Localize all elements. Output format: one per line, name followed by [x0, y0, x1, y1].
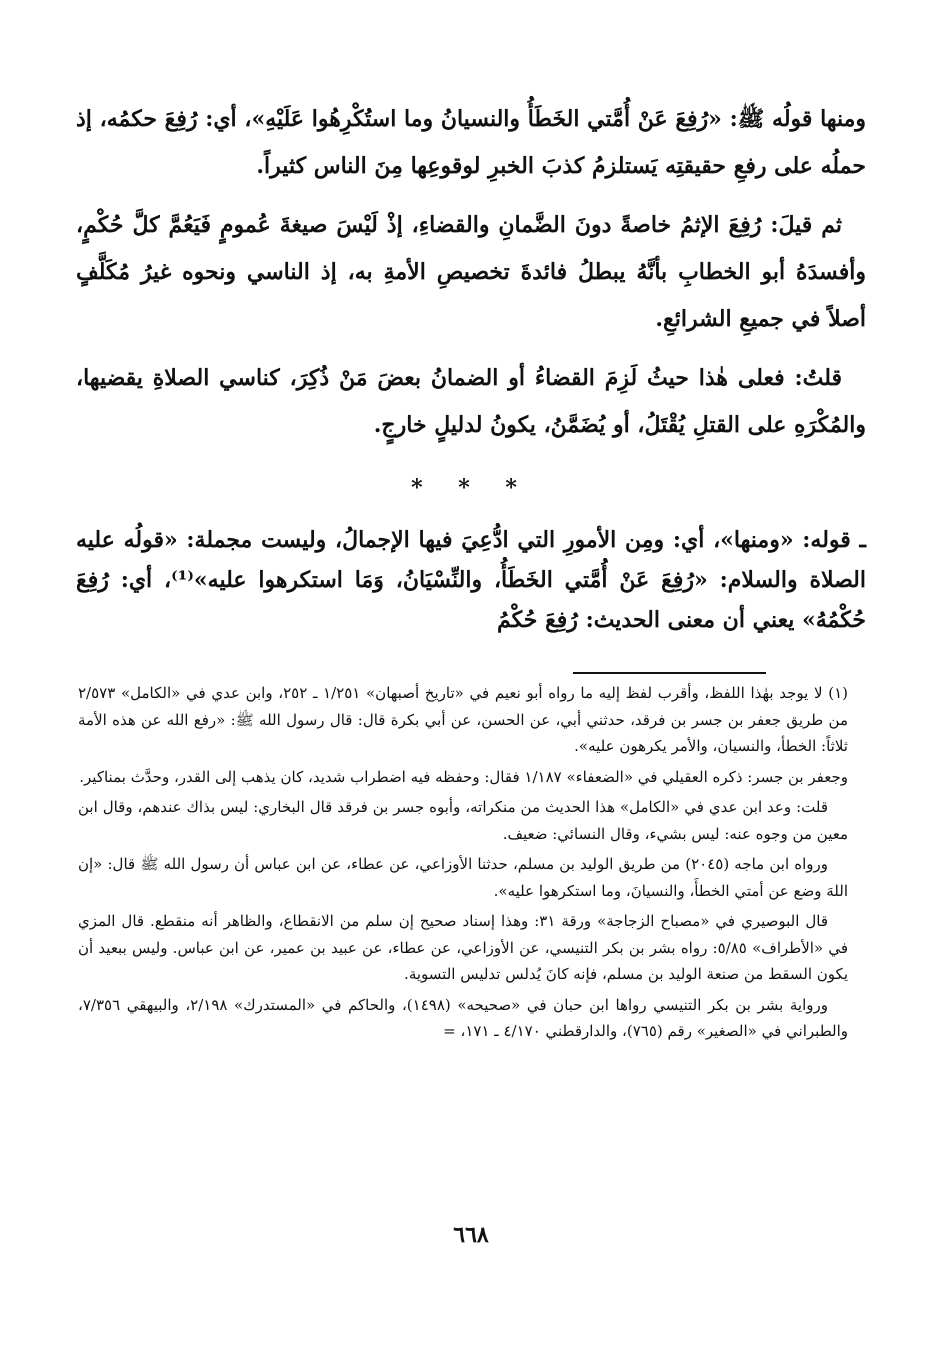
footnote-paragraph-4: ورواه ابن ماجه (٢٠٤٥) من طريق الوليد بن مسلم، حدثنا الأوزاعي، عن عطاء، عن ابن عباس أن رسول الله ﷺ قال: «إن اللهَ وضع عن أمتي الخطأَ، والنسيانَ، وما استكرهوا عليه». [78, 855, 848, 900]
main-paragraph-1: ومنها قولُه ﷺ: «رُفِعَ عَنْ أُمَّتي الخَطَأُ والنسيانُ وما استُكْرِهُوا عَلَيْهِ»، أي: رُفِعَ حكمُه، إذ حملُه على رفعِ حقيقتِه يَستلزمُ كذبَ الخبرِ لوقوعِها مِنَ الناس كثيراً. [76, 106, 866, 179]
footnote-paragraph-5: قال البوصيري في «مصباح الزجاجة» ورقة ٣١: وهذا إسناد صحيح إن سلم من الانقطاع، والظاهر أنه منقطع. قال المزي في «الأطراف» ٥/٨٥: رواه بشر بن بكر التنيسي، عن الأوزاعي، عن عطاء، عن عبيد بن عمير، عن ابن عباس. وليس ببعيد أن يكون السقط من صنعة الوليد بن مسلم، فإنه كانَ يُدلس تدليس التسوية. [78, 912, 849, 983]
footnote-paragraph-2: وجعفر بن جسر: ذكره العقيلي في «الضعفاء» ١/١٨٧ فقال: وحفظه فيه اضطراب شديد، كان يذهب إلى القدر، وحدَّث بمناكير. [79, 767, 848, 786]
footnote-1: (١) لا يوجد بهٰذا اللفظ، وأقرب لفظ إليه ما رواه أبو نعيم في «تاريخ أصبهان» ١/٢٥١ ـ ٢٥٢، وابن عدي في «الكامل» ٢/٥٧٣ من طريق جعفر بن جسر بن فرقد، حدثني أبي، عن الحسن، عن أبي بكرة قال: قال رسول الله ﷺ: «رفع الله عن هذه الأمة ثلاثاً: الخطأ، والنسيان، والأمر يكرهون عليه». [78, 684, 849, 755]
main-paragraph-2: ثم قيلَ: رُفِعَ الإثمُ خاصةً دونَ الضَّمانِ والقضاءِ، إذْ لَيْسَ صيغةَ عُمومٍ فَيَعُمَّ كلَّ حُكْمٍ، وأفسدَهُ أبو الخطابِ بأنَّهُ يبطلُ فائدةَ تخصيصِ الأمةِ به، إذ الناسي ونحوه غيرُ مُكَلَّفٍ أصلاً في جميعِ الشرائعِ. [76, 212, 866, 332]
commentary-paragraph-1: ـ قوله: «ومنها»، أي: ومِن الأمورِ التي ادُّعِيَ فيها الإجمالُ، وليست مجملة: «قولُه عليه الصلاة والسلام: «رُفِعَ عَنْ أُمَّتي الخَطَأُ، والنِّسْيَانُ، وَمَا استكرهوا عليه»⁽¹⁾، أي: رُفِعَ حُكْمُهُ» يعني أن معنى الحديث: رُفِعَ حُكْمُ [76, 527, 866, 633]
main-paragraph-3: قلتُ: فعلى هٰذا حيثُ لَزِمَ القضاءُ أو الضمانُ بعضَ مَنْ ذُكِرَ، كناسي الصلاةِ يقضيها، والمُكْرَهِ على القتلِ يُقْتَلُ، أو يُضَمَّنُ، يكونُ لدليلٍ خارجٍ. [76, 365, 866, 438]
section-separator-stars: * * * [411, 475, 531, 501]
footnote-paragraph-6: ورواية بشر بن بكر التنيسي رواها ابن حبان في «صحيحه» (١٤٩٨)، والحاكم في «المستدرك» ٢/١٩٨، والبيهقي ٧/٣٥٦، والطبراني في «الصغير» رقم (٧٦٥)، والدارقطني ٤/١٧٠ ـ ١٧١، = [78, 995, 848, 1040]
footnote-paragraph-3: قلت: وعد ابن عدي في «الكامل» هذا الحديث من منكراته، وأبوه جسر بن فرقد قال البخاري: ليس بذاك عندهم، وقال ابن معين من وجوه عنه: ليس بشيء، وقال النسائي: ضعيف. [78, 798, 848, 843]
commentary-text [76, 520, 866, 640]
page-number: ٦٦٨ [453, 1222, 489, 1248]
footnotes [78, 680, 848, 1049]
main-text [76, 96, 866, 461]
footnote-separator-line [573, 672, 766, 674]
